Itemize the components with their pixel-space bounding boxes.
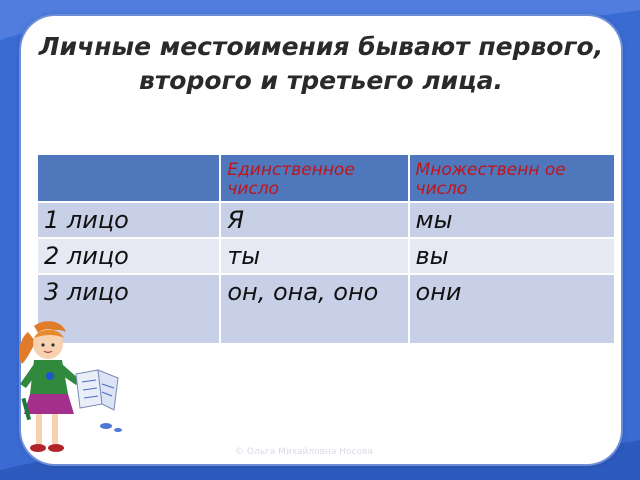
plural-pronoun: вы <box>415 242 449 270</box>
header-plural-cell <box>409 154 615 202</box>
table-header-row <box>37 154 615 202</box>
plural-cell <box>409 202 615 238</box>
person-label: 2 лицо <box>44 242 129 270</box>
plural-pronoun: они <box>415 278 462 306</box>
person-label: 1 лицо <box>44 206 129 234</box>
singular-pronoun: ты <box>227 242 261 270</box>
header-corner-cell <box>37 154 220 202</box>
table-row <box>37 202 615 238</box>
person-label: 3 лицо <box>44 278 129 306</box>
singular-cell <box>220 274 408 344</box>
plural-pronoun: мы <box>415 206 453 234</box>
person-cell <box>37 238 220 274</box>
singular-pronoun: Я <box>227 206 244 234</box>
header-singular-label: Единственное число <box>227 160 355 199</box>
person-cell <box>37 202 220 238</box>
header-singular-cell <box>220 154 408 202</box>
table-row <box>37 238 615 274</box>
slide-title: Личные местоимения бывают первого, второго и третьего лица. <box>38 32 604 95</box>
plural-cell <box>409 274 615 344</box>
plural-cell <box>409 238 615 274</box>
singular-cell <box>220 238 408 274</box>
pronoun-table <box>36 153 616 345</box>
header-plural-label: Множественн ое число <box>415 160 566 199</box>
copyright-watermark: © Ольга Михайловна Носова <box>235 447 373 457</box>
singular-pronoun: он, она, оно <box>227 278 379 306</box>
girl-with-book-illustration <box>10 318 125 468</box>
singular-cell <box>220 202 408 238</box>
